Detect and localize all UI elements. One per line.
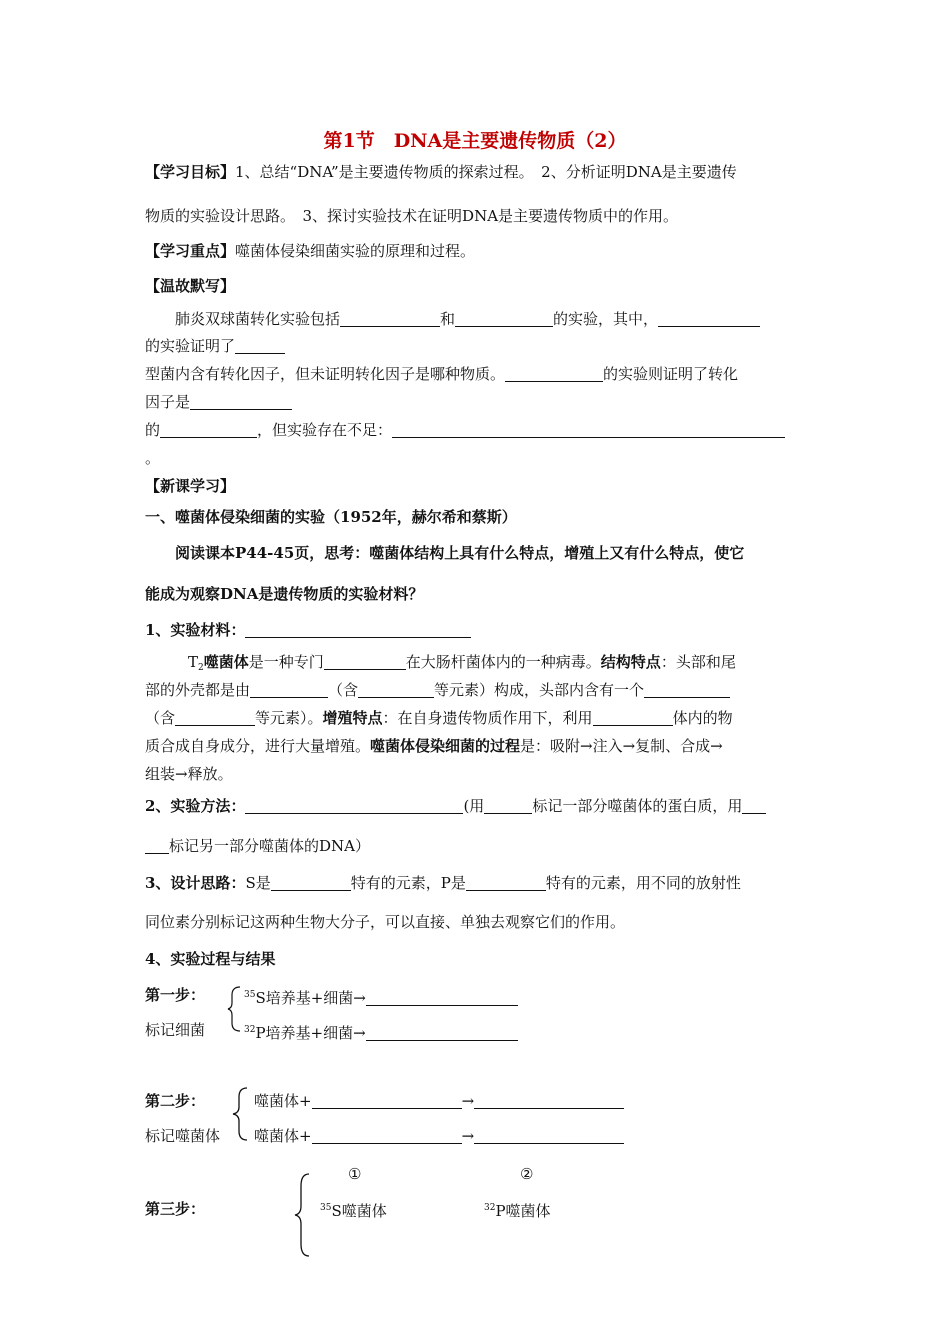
blank[interactable] (235, 338, 285, 354)
section-1-question-2: 能成为观察DNA是遗传物质的实验材料？ (145, 585, 424, 603)
blank[interactable] (160, 422, 257, 438)
blank[interactable] (145, 838, 169, 854)
item-1-line (145, 620, 471, 640)
item-1-para-5: 组装→释放。 (145, 765, 233, 783)
step-3-p32-phage: $^{32}$P噬菌体 (484, 1202, 551, 1220)
blank[interactable] (658, 311, 760, 327)
blank[interactable] (366, 990, 518, 1006)
goals-line-1: 【学习目标】1、总结“DNA”是主要遗传物质的探索过程。 2、分析证明DNA是主要遗传 (145, 163, 737, 181)
goals-label: 【学习目标】 (145, 163, 236, 181)
review-label: 【温故默写】 (145, 277, 236, 295)
blank[interactable] (742, 798, 766, 814)
item-1-para-1: $T_2$噬菌体是一种专门 在大肠杆菌体内的一种病毒。结构特点：头部和尾 (188, 653, 736, 673)
blank[interactable] (340, 311, 440, 327)
goals-line-2: 物质的实验设计思路。 3、探讨实验技术在证明DNA是主要遗传物质中的作用。 (145, 207, 679, 225)
blank[interactable] (250, 682, 328, 698)
new-lesson-label: 【新课学习】 (145, 477, 236, 495)
blank[interactable] (245, 622, 471, 638)
step-1-row-2: $^{32}$P培养基+细菌→ (244, 1020, 518, 1043)
blank[interactable] (312, 1093, 462, 1109)
review-line-1: 肺炎双球菌转化实验包括 和 的实验，其中， (175, 309, 760, 329)
item-2-line-1: 2、实验方法： (用 标记一部分噬菌体的蛋白质，用 (145, 796, 766, 816)
review-line-4: 因子是 (145, 392, 292, 412)
item-1-para-3: （含 等元素）。增殖特点：在自身遗传物质作用下，利用 体内的物 (145, 709, 733, 727)
blank[interactable] (312, 1128, 462, 1144)
blank[interactable] (190, 394, 292, 410)
review-line-5: 的 ，但实验存在不足： (145, 420, 785, 440)
section-1-heading: 一、噬菌体侵染细菌的实验（1952年，赫尔希和蔡斯） (145, 508, 517, 526)
blank[interactable] (392, 422, 785, 438)
blank[interactable] (593, 710, 673, 726)
step-3-s35-phage: $^{35}$S噬菌体 (320, 1202, 387, 1220)
blank[interactable] (474, 1128, 624, 1144)
step-3-label: 第三步： (145, 1200, 206, 1218)
item-2-label: 2、实验方法： (145, 797, 246, 815)
item-1-para-4: 质合成自身成分，进行大量增殖。噬菌体侵染细菌的过程是：吸附→注入→复制、合成→ (145, 737, 723, 755)
item-4-label: 4、实验过程与结果 (145, 950, 276, 968)
section-1-question-1: 阅读课本P44-45页，思考：噬菌体结构上具有什么特点，增殖上又有什么特点，使它 (175, 544, 745, 562)
review-line-6: 。 (145, 449, 161, 467)
step-2-row-1: 噬菌体+ → (254, 1091, 624, 1111)
blank[interactable] (245, 798, 463, 814)
step-1-sublabel: 标记细菌 (145, 1021, 206, 1039)
review-line-3: 型菌内含有转化因子，但未证明转化因子是哪种物质。 的实验则证明了转化 (145, 365, 739, 383)
step-1-brace (226, 985, 242, 1033)
blank[interactable] (358, 682, 434, 698)
blank[interactable] (466, 875, 546, 891)
blank[interactable] (175, 710, 255, 726)
blank[interactable] (474, 1093, 624, 1109)
item-1-para-2: 部的外壳都是由 （含 等元素）构成，头部内含有一个 (145, 680, 730, 700)
step-3-brace (292, 1172, 312, 1258)
focus-label: 【学习重点】 (145, 242, 236, 260)
blank[interactable] (505, 366, 603, 382)
focus-line: 【学习重点】噬菌体侵染细菌实验的原理和过程。 (145, 242, 476, 260)
blank[interactable] (644, 682, 730, 698)
item-2-line-2: 标记另一部分噬菌体的DNA） (145, 836, 370, 856)
blank[interactable] (366, 1025, 518, 1041)
step-2-label: 第二步： (145, 1092, 206, 1110)
step-2-sublabel: 标记噬菌体 (145, 1127, 221, 1145)
item-3-line-2: 同位素分别标记这两种生物大分子，可以直接、单独去观察它们的作用。 (145, 913, 626, 931)
item-1-label: 1、实验材料： (145, 621, 246, 639)
blank[interactable] (484, 798, 532, 814)
step-1-label: 第一步： (145, 986, 206, 1004)
item-3-label: 3、设计思路： (145, 874, 246, 892)
page-title: 第1节 DNA是主要遗传物质（2） (323, 130, 627, 152)
step-3-col-2-marker: ② (520, 1165, 534, 1183)
step-2-row-2: 噬菌体+ → (254, 1126, 624, 1146)
step-1-row-1: $^{35}$S培养基+细菌→ (244, 985, 518, 1008)
step-2-brace (230, 1086, 250, 1142)
blank[interactable] (271, 875, 351, 891)
blank[interactable] (455, 311, 553, 327)
item-3-line-1: 3、设计思路：S是 特有的元素，P是 特有的元素，用不同的放射性 (145, 874, 741, 892)
step-3-col-1-marker: ① (348, 1165, 362, 1183)
blank[interactable] (324, 654, 406, 670)
review-line-2: 的实验证明了 (145, 336, 285, 356)
